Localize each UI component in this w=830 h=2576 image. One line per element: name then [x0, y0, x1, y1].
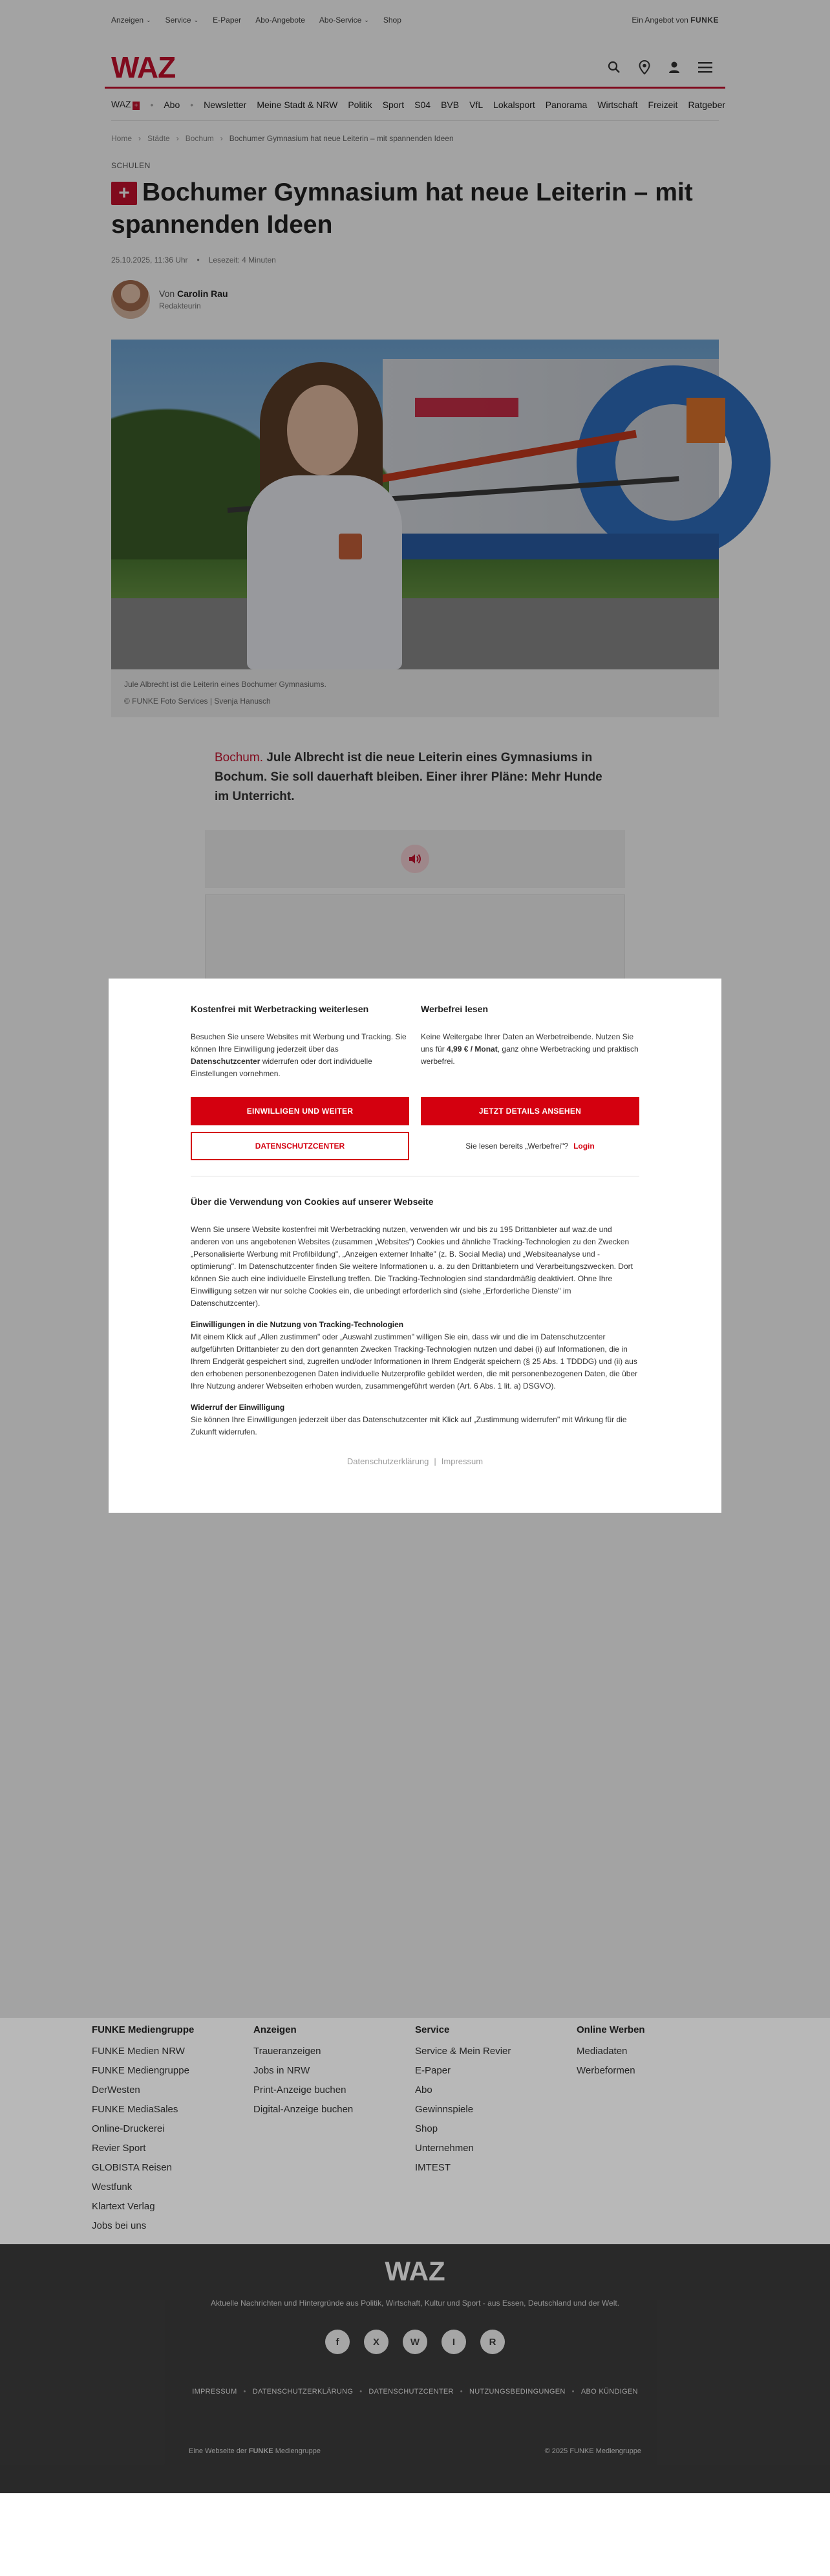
utility-label: Abo-Service	[319, 16, 362, 25]
caption-credit: © FUNKE Foto Services | Svenja Hanusch	[124, 697, 271, 706]
footer-link[interactable]: Klartext Verlag	[92, 2201, 155, 2212]
footer-link[interactable]: Mediadaten	[577, 2046, 628, 2057]
legal-link-nutzungsbedingungen[interactable]: NUTZUNGSBEDINGUNGEN	[469, 2388, 566, 2396]
nav-item-newsletter[interactable]: Newsletter	[204, 99, 247, 110]
x-icon[interactable]: X	[364, 2330, 388, 2354]
legal-link-datenschutzerklaerung[interactable]: DATENSCHUTZERKLÄRUNG	[252, 2388, 354, 2396]
footer-link[interactable]: Revier Sport	[92, 2143, 146, 2154]
revoke-heading: Widerruf der Einwilligung	[191, 1403, 285, 1412]
consent-adfree-text	[421, 1031, 639, 1068]
utility-shop[interactable]: Shop	[383, 16, 401, 25]
publisher-brand[interactable]: FUNKE	[248, 2447, 273, 2455]
consent-usage-text: Mit einem Klick auf „Allen zustimmen" oder „Auswahl zustimmen" willigen Sie ein, dass wir und die im Datenschutzcenter aufgeführten Drittanbieter zu den dort genannten Zwecken Tracking-Technologien nutzen und dabei (i) auf Informationen, die in Ihrem Endgerät gespeichert sind, zugreifen und/oder Informationen in Ihrem Endgerät speichern (§ 25 Abs. 1 TDDDG) und (ii) aus den erhobenen personenbezogenen Daten individuelle Nutzerprofile gebildet werden, die mit personenbezogenen Daten, die über Ihre Nutzung anderer Webseiten erhoben wurden, zusammengeführt werden (Art. 6 Abs. 1 lit. a) DSGVO).	[191, 1332, 638, 1391]
nav-item-wirtschaft[interactable]: Wirtschaft	[597, 99, 638, 110]
chevron-down-icon: ⌄	[364, 16, 369, 23]
footer-link[interactable]: Werbeformen	[577, 2065, 635, 2076]
rss-icon[interactable]: R	[480, 2330, 505, 2354]
nav-item-lokalsport[interactable]: Lokalsport	[493, 99, 535, 110]
footer-link[interactable]: Unternehmen	[415, 2143, 474, 2154]
nav-item-panorama[interactable]: Panorama	[545, 99, 588, 110]
author-prefix: Von	[159, 288, 175, 299]
consent-adfree-title: Werbefrei lesen	[421, 1004, 489, 1014]
footer-link[interactable]: FUNKE Mediengruppe	[92, 2065, 189, 2076]
cookie-info-text: Wenn Sie unsere Website kostenfrei mit Werbetracking nutzen, verwenden wir und bis zu 195 Drittanbieter auf waz.de und anderen von uns angebotenen Websites (zusammen „Websites") Cookies und ähnliche Tracking-Technologien zu den Zwecken „Personalisierte Werbung mit Profilbildung", „Anzeigen externer Inhalte" (z. B. Social Media) und „Websiteanalyse und -optimierung". Im Datenschutzcenter finden Sie weitere Informationen u. a. zu den Drittanbietern und Verarbeitungszwecken. Dort können Sie auch eine individuelle Einstellung treffen. Die Tracking-Technologien sind standardmäßig deaktiviert. Ohne Ihre Einwilligung setzen wir nur solche Cookies ein, die unbedingt erforderlich sind (siehe „Erforderliche Dienste" im Datenschutzcenter).	[191, 1225, 633, 1308]
nav-item-abo[interactable]: Abo	[164, 99, 180, 110]
consent-option-adfree	[421, 1003, 639, 1080]
footer-column-title: Anzeigen	[253, 2024, 297, 2035]
chevron-down-icon: ⌄	[193, 16, 199, 23]
consent-tracking-title: Kostenfrei mit Werbetracking weiterlesen	[191, 1004, 369, 1014]
chevron-down-icon: ⌄	[146, 16, 151, 23]
footer-link[interactable]: IMTEST	[415, 2162, 451, 2173]
whatsapp-icon[interactable]: W	[403, 2330, 427, 2354]
text-segment: Keine Weitergabe Ihrer Daten an Werbetreibende. Nutzen Sie uns für	[421, 1032, 634, 1054]
breadcrumb-separator: ›	[220, 134, 223, 143]
footer-column-title: Service	[415, 2024, 450, 2035]
footer-link[interactable]: Jobs bei uns	[92, 2220, 147, 2231]
nav-item-vfl[interactable]: VfL	[469, 99, 484, 110]
footer-logo[interactable]: WAZ	[385, 2256, 445, 2286]
legal-separator: •	[243, 2388, 246, 2396]
breadcrumb-home[interactable]: Home	[111, 134, 133, 143]
revoke-text: Sie können Ihre Einwilligungen jederzeit über das Datenschutzcenter mit Klick auf „Zustimmung widerrufen" mit Wirkung für die Zukunft widerrufen.	[191, 1415, 627, 1436]
footer-copyright: © 2025 FUNKE Mediengruppe	[544, 2447, 641, 2455]
nav-label: WAZ	[111, 99, 131, 109]
read-time: Lesezeit: 4 Minuten	[208, 255, 276, 265]
footer-link[interactable]: Westfunk	[92, 2181, 133, 2192]
legal-link-datenschutzcenter[interactable]: DATENSCHUTZCENTER	[368, 2388, 454, 2396]
privacy-center-button[interactable]: DATENSCHUTZCENTER	[191, 1132, 409, 1160]
breadcrumb-current: Bochumer Gymnasium hat neue Leiterin – mit spannenden Ideen	[229, 134, 454, 143]
nav-item-freizeit[interactable]: Freizeit	[648, 99, 678, 110]
utility-label: Anzeigen	[111, 16, 144, 25]
facebook-icon[interactable]: f	[325, 2330, 350, 2354]
publisher-suffix: Mediengruppe	[275, 2447, 321, 2455]
author-role: Redakteurin	[159, 301, 201, 310]
plus-badge: +	[111, 182, 137, 205]
breadcrumb-separator: ›	[138, 134, 142, 143]
legal-separator: •	[460, 2388, 463, 2396]
lead-location: Bochum.	[215, 751, 263, 764]
title-text: Bochumer Gymnasium hat neue Leiterin – mit spannenden Ideen	[111, 179, 693, 239]
modal-footer-links	[191, 1455, 639, 1467]
footer-link[interactable]: FUNKE MediaSales	[92, 2104, 178, 2115]
breadcrumb-staedte[interactable]: Städte	[147, 134, 170, 143]
footer-link[interactable]: E-Paper	[415, 2065, 451, 2076]
link-separator: |	[434, 1456, 436, 1466]
modal-backdrop-footer	[0, 2018, 830, 2493]
view-details-button[interactable]: JETZT DETAILS ANSEHEN	[421, 1097, 639, 1125]
utility-abo-angebote[interactable]: Abo-Angebote	[255, 16, 305, 25]
nav-item-sport[interactable]: Sport	[382, 99, 405, 110]
already-subscribed	[421, 1132, 639, 1160]
text-segment: Besuchen Sie unsere Websites mit Werbung und Tracking. Sie können Ihre Einwilligung jederzeit über das	[191, 1032, 407, 1054]
footer-link[interactable]: Shop	[415, 2123, 438, 2134]
offer-prefix: Ein Angebot von	[632, 16, 688, 25]
imprint-link[interactable]: Impressum	[441, 1456, 484, 1466]
privacy-policy-link[interactable]: Datenschutzerklärung	[346, 1456, 429, 1466]
funke-brand: FUNKE	[690, 16, 719, 25]
adfree-price: 4,99 € / Monat	[447, 1044, 498, 1054]
footer-link[interactable]: Service & Mein Revier	[415, 2046, 511, 2057]
consent-usage-heading: Einwilligungen in die Nutzung von Tracking-Technologien	[191, 1320, 404, 1329]
nav-separator: •	[190, 99, 194, 110]
text-segment: widerrufen oder dort individuelle Einstellungen vornehmen.	[191, 1057, 372, 1078]
nav-item-s04[interactable]: S04	[414, 99, 431, 110]
footer-link[interactable]: Digital-Anzeige buchen	[253, 2104, 354, 2115]
consent-option-tracking	[191, 1003, 409, 1080]
privacy-center-link[interactable]: Datenschutzcenter	[191, 1057, 261, 1066]
footer-link[interactable]: Traueranzeigen	[253, 2046, 321, 2057]
footer-link[interactable]: Online-Druckerei	[92, 2123, 165, 2134]
nav-item-bvb[interactable]: BVB	[441, 99, 460, 110]
article-kicker: SCHULEN	[111, 161, 151, 170]
footer-tagline: Aktuelle Nachrichten und Hintergründe aus Politik, Wirtschaft, Kultur und Sport - aus Essen, Deutschland und der Welt.	[210, 2299, 620, 2308]
footer-link[interactable]: Jobs in NRW	[253, 2065, 310, 2076]
legal-link-impressum[interactable]: IMPRESSUM	[192, 2388, 237, 2396]
footer-link[interactable]: Abo	[415, 2084, 432, 2095]
footer-column-title: Online Werben	[577, 2024, 645, 2035]
footer-column-title: FUNKE Mediengruppe	[92, 2024, 195, 2035]
footer-link[interactable]: DerWesten	[92, 2084, 140, 2095]
nav-item-meine-stadt[interactable]: Meine Stadt & NRW	[257, 99, 338, 110]
caption-text: Jule Albrecht ist die Leiterin eines Bochumer Gymnasiums.	[124, 680, 326, 689]
legal-link-abo-kuendigen[interactable]: ABO KÜNDIGEN	[580, 2388, 638, 2396]
page-bottom-blank	[0, 2493, 830, 2576]
footer-link[interactable]: FUNKE Medien NRW	[92, 2046, 185, 2057]
utility-label: Service	[165, 16, 191, 25]
legal-separator: •	[571, 2388, 575, 2396]
meta-separator: •	[197, 255, 200, 265]
nav-item-politik[interactable]: Politik	[348, 99, 372, 110]
nav-item-ratgeber[interactable]: Ratgeber	[688, 99, 726, 110]
login-link[interactable]: Login	[573, 1141, 595, 1151]
lead-text: Jule Albrecht ist die neue Leiterin eines Gymnasiums in Bochum. Sie soll dauerhaft bleiben. Einer ihrer Pläne: Mehr Hunde im Unterricht.	[215, 751, 602, 803]
footer-link[interactable]: GLOBISTA Reisen	[92, 2162, 172, 2173]
consent-tracking-text	[191, 1031, 409, 1080]
cookie-consent-modal	[109, 979, 721, 1513]
legal-separator: •	[359, 2388, 363, 2396]
text-segment: , ganz ohne Werbetracking und praktisch werbefrei.	[421, 1044, 639, 1066]
breadcrumb-separator: ›	[176, 134, 179, 143]
instagram-icon[interactable]: I	[442, 2330, 466, 2354]
footer-link[interactable]: Gewinnspiele	[415, 2104, 474, 2115]
nav-separator: •	[150, 99, 154, 110]
utility-epaper[interactable]: E-Paper	[213, 16, 242, 25]
already-subscribed-text: Sie lesen bereits „Werbefrei"?	[465, 1141, 569, 1151]
accept-and-continue-button[interactable]: EINWILLIGEN UND WEITER	[191, 1097, 409, 1125]
article-date: 25.10.2025, 11:36 Uhr	[111, 255, 188, 265]
author-name[interactable]: Carolin Rau	[177, 288, 228, 299]
footer-link[interactable]: Print-Anzeige buchen	[253, 2084, 346, 2095]
publisher-prefix: Eine Webseite der	[189, 2447, 247, 2455]
plus-badge: +	[133, 102, 140, 110]
waz-logo[interactable]: WAZ	[111, 50, 176, 84]
cookie-info-title: Über die Verwendung von Cookies auf unserer Webseite	[191, 1196, 434, 1207]
breadcrumb-bochum[interactable]: Bochum	[185, 134, 214, 143]
